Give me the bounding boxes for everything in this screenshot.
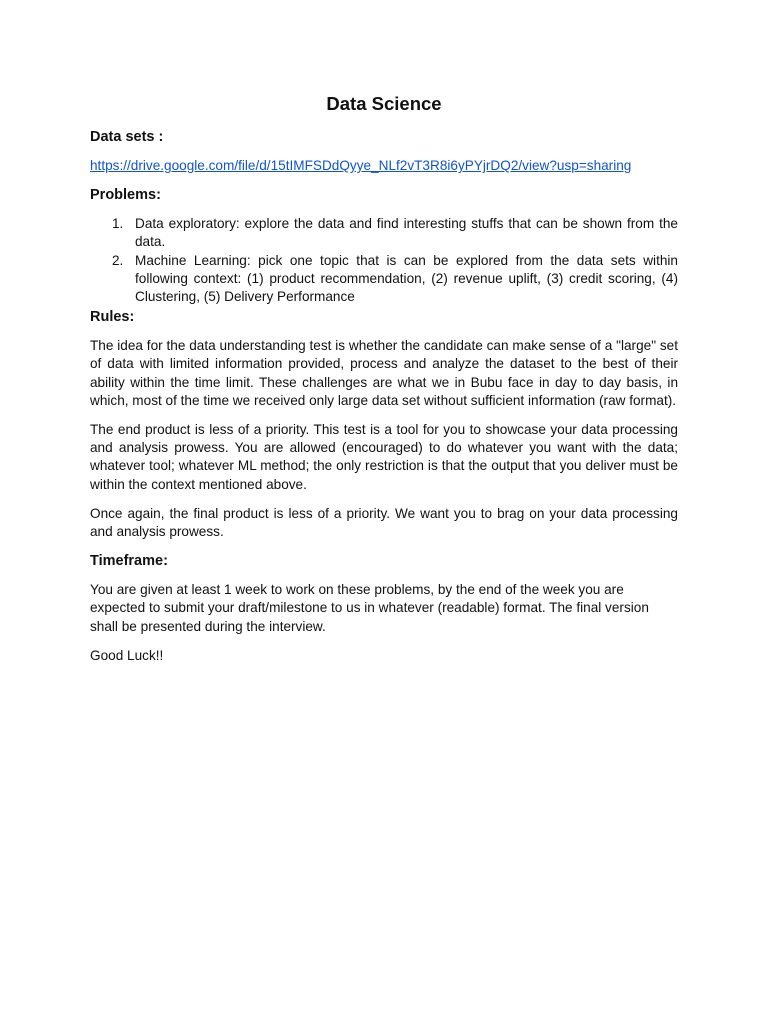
rules-paragraph: Once again, the final product is less of a priority. We want you to brag on your data processing and analysis prowess. (90, 505, 678, 540)
problems-list (90, 215, 678, 306)
list-item-number: 1. (112, 216, 124, 232)
problems-heading: Problems: (90, 187, 161, 204)
datasets-link[interactable]: https://drive.google.com/file/d/15tIMFSDdQyye_NLf2vT3R8i6yPYjrDQ2/view?usp=sharing (90, 158, 632, 173)
list-item-number: 2. (112, 252, 124, 268)
timeframe-paragraph: You are given at least 1 week to work on these problems, by the end of the week you are expected to submit your draft/milestone to us in whatever (readable) format. The final version shall be presented during the interview. (90, 582, 649, 634)
list-item-text: Machine Learning: pick one topic that is can be explored from the data sets within following context: (1) product recommendation, (2) revenue uplift, (3) credit scoring, (4) Clustering, (5) Delivery Performance (135, 252, 678, 305)
datasets-heading: Data sets : (90, 129, 164, 145)
rules-heading: Rules: (90, 309, 135, 326)
list-item-text: Data exploratory: explore the data and find interesting stuffs that can be shown from the data. (135, 216, 678, 250)
document-page (90, 90, 678, 676)
closing-text: Good Luck!! (90, 647, 164, 663)
document-title: Data Science (326, 93, 442, 114)
list-item (90, 215, 678, 251)
rules-paragraph: The idea for the data understanding test is whether the candidate can make sense of a "large" set of data with limited information provided, process and analyze the dataset to the best of their ability within the time limit. These challenges are what we in Bubu face in day to day basis, in which, most of the time we received only large data set without sufficient information (raw format). (90, 338, 678, 408)
list-item (90, 252, 678, 307)
timeframe-heading: Timeframe: (90, 553, 168, 570)
rules-paragraph: The end product is less of a priority. This test is a tool for you to showcase your data processing and analysis prowess. You are allowed (encouraged) to do whatever you want with the data; whatever tool; whatever ML method; the only restriction is that the output that you deliver must be within the context mentioned above. (90, 422, 678, 492)
